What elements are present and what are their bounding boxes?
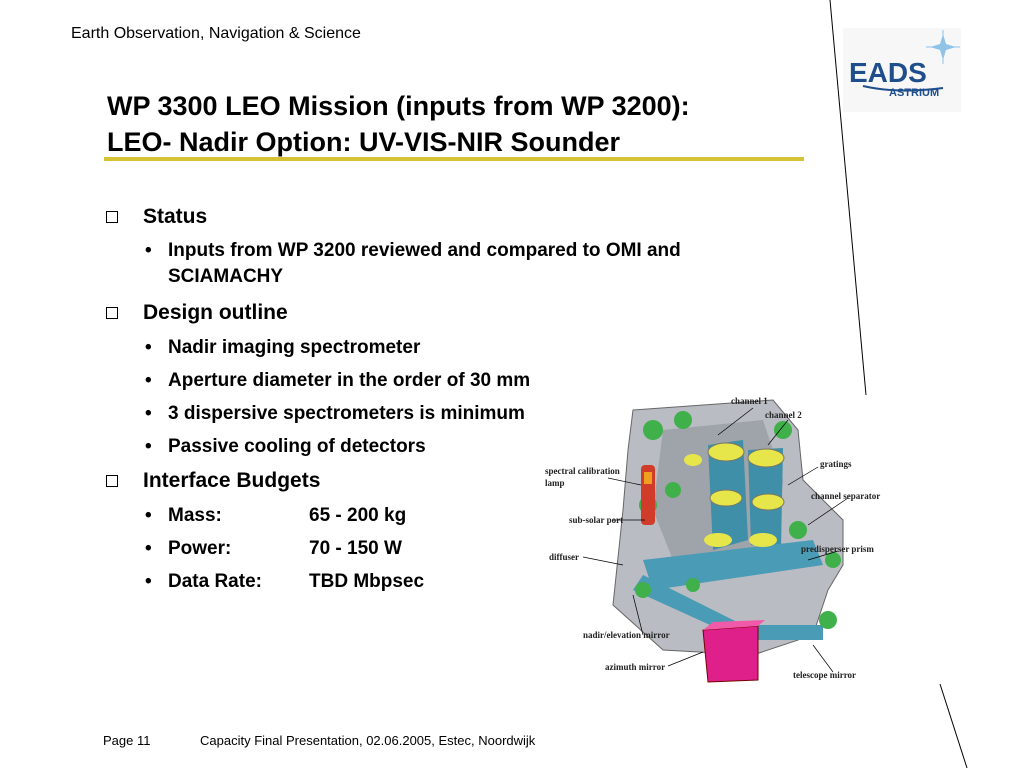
dot-bullet-icon: • xyxy=(145,240,152,261)
logo-brand: EADS xyxy=(849,57,927,88)
label-spectral-calibration-lamp: lamp xyxy=(545,478,565,488)
label-diffuser: diffuser xyxy=(549,552,579,562)
label-channel-1: channel 1 xyxy=(731,396,768,406)
label-nadir-elevation-mirror: nadir/elevation mirror xyxy=(583,630,670,640)
footer-page-number: Page 11 xyxy=(103,733,151,748)
instrument-diagram xyxy=(543,390,883,690)
label-predisperser-prism: predisperser prism xyxy=(801,544,874,554)
dot-bullet-icon: • xyxy=(145,403,152,424)
slide-title xyxy=(107,88,690,160)
label-channel-separator: channel separator xyxy=(811,491,881,501)
dot-bullet-icon: • xyxy=(145,337,152,358)
title-underline xyxy=(104,157,804,161)
company-logo xyxy=(843,28,961,112)
square-bullet-icon xyxy=(106,307,118,319)
dot-bullet-icon: • xyxy=(145,571,152,592)
header-text: Earth Observation, Navigation & Science xyxy=(71,25,361,42)
label-telescope-mirror: telescope mirror xyxy=(793,670,857,680)
label-azimuth-mirror: azimuth mirror xyxy=(605,662,666,672)
logo-sub: ASTRIUM xyxy=(889,87,940,99)
label-sub-solar-port: sub-solar port xyxy=(569,515,624,525)
footer-presentation: Capacity Final Presentation, 02.06.2005, Estec, Noordwijk xyxy=(200,733,536,748)
dot-bullet-icon: • xyxy=(145,538,152,559)
label-gratings: gratings xyxy=(820,459,852,469)
dot-bullet-icon: • xyxy=(145,370,152,391)
label-spectral-calibration: spectral calibration xyxy=(545,466,620,476)
title-line-2: LEO- Nadir Option: UV-VIS-NIR Sounder xyxy=(107,127,620,157)
square-bullet-icon xyxy=(106,211,118,223)
title-line-1: WP 3300 LEO Mission (inputs from WP 3200): xyxy=(107,91,690,121)
dot-bullet-icon: • xyxy=(145,436,152,457)
square-bullet-icon xyxy=(106,475,118,487)
label-channel-2: channel 2 xyxy=(765,410,802,420)
dot-bullet-icon: • xyxy=(145,505,152,526)
